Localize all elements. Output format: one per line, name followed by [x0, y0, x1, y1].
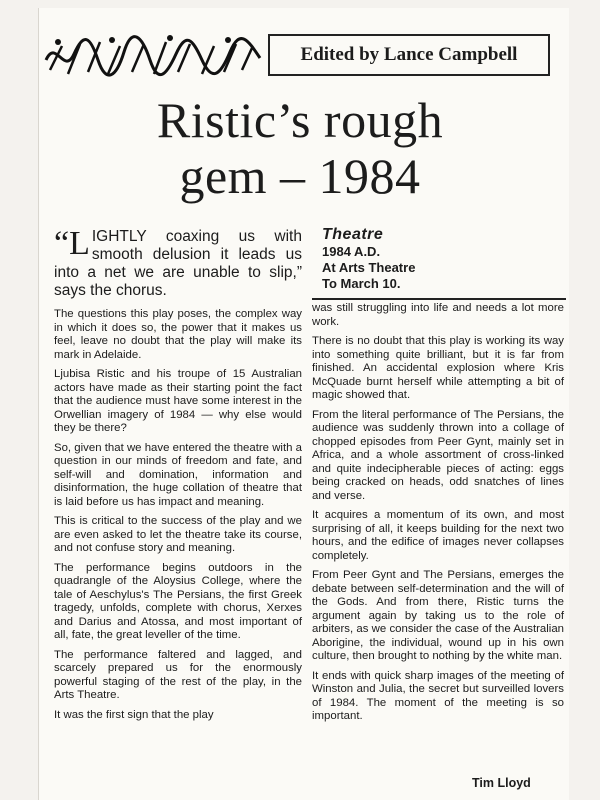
article-paragraph: The performance begins outdoors in the quadrangle of the Aloysius College, where the tale of Aeschylus's The Persians, the first Greek tragedy, unfolds, complete with chorus, Xerxes and Darius and Atossa, and most important of all, fate, the great leveller of the time. [54, 561, 302, 641]
decorative-doodle-icon [42, 30, 264, 84]
listing-dates: To March 10. [322, 276, 401, 291]
article-paragraph: It was the first sign that the play [54, 708, 214, 721]
column-rule [312, 298, 566, 300]
article-right-column [312, 302, 564, 730]
article-paragraph: From the literal performance of The Persians, the audience was suddenly thrown into a collage of chopped episodes from Peer Gynt, mainly set in Africa, and a whole assortment of cross-linked and quite indecipherable pieces of acting: eggs being cracked on heads, odd snatches of lines and verse. [312, 408, 564, 502]
listing-venue: At Arts Theatre [322, 260, 416, 275]
drop-cap: “L [54, 225, 90, 262]
headline [60, 92, 540, 204]
article-paragraph: It acquires a momentum of its own, and most surprising of all, it keeps building for the next two hours, and the edifice of images never collapses completely. [312, 509, 564, 562]
listing-box [322, 226, 482, 292]
headline-line-2: gem – 1984 [179, 148, 421, 204]
article-paragraph: It ends with quick sharp images of the meeting of Winston and Julia, the secret but surveilled lovers of 1984. The moment of the meeting is so important. [312, 669, 564, 722]
article-paragraph: The performance faltered and lagged, and scarcely prepared us for the enormously powerful staging of the rest of the play, in the Arts Theatre. [54, 648, 302, 701]
article-paragraph: The questions this play poses, the complex way in which it does so, the power that it makes us feel, leave no doubt that the play will make its mark in Adelaide. [54, 308, 302, 361]
article-paragraph: This is critical to the success of the play and we are even asked to let the theatre take its course, and not confuse story and meaning. [54, 515, 302, 554]
article-paragraph: was still struggling into life and needs a lot more work. [312, 302, 564, 328]
listing-title: 1984 A.D. [322, 244, 381, 259]
lead-paragraph [54, 225, 302, 300]
article-paragraph: So, given that we have entered the theatre with a question in our minds of freedom and fate, and self-will and domination, information and disinformation, the huge collation of theatre that is laid before us has impact and meaning. [54, 441, 302, 508]
lead-text: IGHTLY coaxing us with smooth delusion it leads us into a net we are unable to slip,” says the chorus. [54, 228, 302, 299]
article-paragraph: Ljubisa Ristic and his troupe of 15 Australian actors have made as their starting point the fact that the audience must have some interest in the Orwellian imagery of 1984 — why else would they be there? [54, 368, 302, 434]
article-left-column [54, 225, 302, 728]
article-paragraph: From Peer Gynt and The Persians, emerges the debate between self-determination and the will of the Gods. And from there, Ristic turns the argument again by taking us to the role of arbiters, as we consider the case of the Australian Aborigine, the individual, wound up in his own culture, then brought to nothing by the white man. [312, 569, 564, 662]
listing-label: Theatre [322, 226, 384, 243]
editor-credit: Edited by Lance Campbell [300, 44, 518, 65]
article-paragraph: There is no doubt that this play is working its way into something quite brilliant, but it is far from finished. An accidental explosion where Kris McQuade burnt herself while attempting a bit of magic showed that. [312, 335, 564, 401]
headline-line-1: Ristic’s rough [156, 92, 444, 148]
byline: Tim Lloyd [472, 776, 531, 790]
editor-credit-box [268, 34, 550, 76]
